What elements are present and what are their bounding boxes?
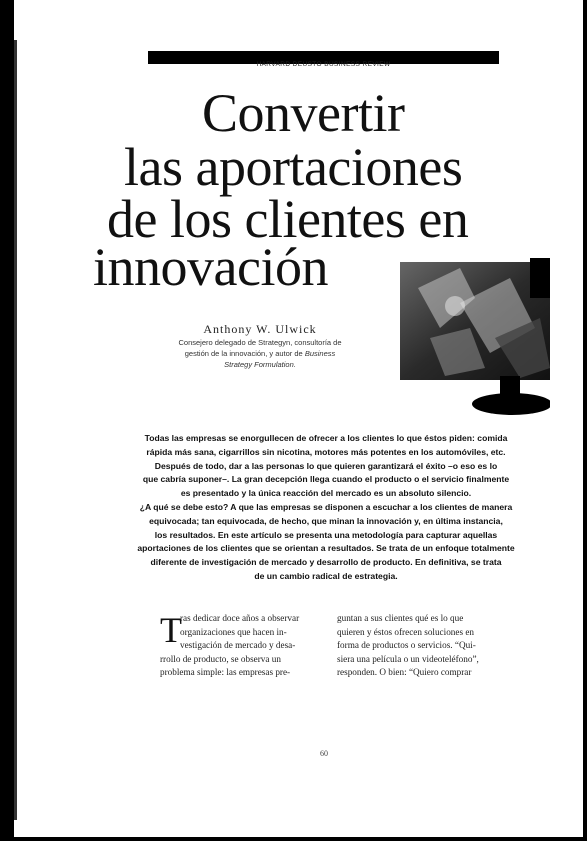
drop-cap: T	[160, 610, 182, 650]
title-line: Convertir	[202, 83, 405, 143]
journal-name: HARVARD DEUSTO BUSINESS REVIEW	[256, 61, 391, 68]
scan-border-bottom	[0, 837, 587, 841]
body-line: problema simple: las empresas pre-	[160, 667, 291, 677]
body-line: responden. O bien: “Quiero comprar	[337, 667, 472, 677]
abstract-line: que cabría suponer–. La gran decepción llega cuando el producto o el servicio finalmente	[142, 474, 510, 485]
body-line: forma de productos o servicios. “Qui-	[337, 640, 476, 650]
scan-border-right	[583, 0, 587, 841]
author-bio-line: gestión de la innovación, y autor de	[184, 349, 303, 358]
body-line: ras dedicar doce años a observar	[180, 613, 300, 623]
abstract-line: aportaciones de los clientes que se orientan a resultados. Se trata de un enfoque totalmente	[137, 543, 515, 554]
body-line: guntan a sus clientes qué es lo que	[337, 613, 464, 623]
body-line: siera una película o un videoteléfono”,	[337, 653, 479, 664]
body-line: rrollo de producto, se observa un	[160, 653, 281, 664]
abstract-line: es presentado y la única reacción del mercado es un absoluto silencio.	[180, 488, 472, 499]
body-line: organizaciones que hacen in-	[180, 626, 287, 637]
title-line: las aportaciones	[124, 137, 463, 197]
author-bio	[155, 337, 365, 370]
abstract-line: equivocada; tan equivocada, de hecho, que minan la innovación y, en última instancia,	[149, 515, 503, 526]
author-book-title: Strategy Formulation.	[224, 360, 296, 369]
article-abstract	[106, 432, 546, 584]
author-book-title: Business	[304, 349, 336, 358]
author-bio-line: Consejero delegado de Strategyn, consultoría de	[178, 338, 342, 347]
body-line: quieren y éstos ofrecen soluciones en	[337, 626, 475, 637]
scan-border-left-inner	[14, 40, 17, 820]
body-column-left	[160, 612, 328, 680]
body-column-right	[337, 612, 500, 680]
abstract-line: Todas las empresas se enorgullecen de ofrecer a los clientes lo que éstos piden: comida	[144, 433, 508, 443]
body-line: vestigación de mercado y desa-	[180, 640, 296, 650]
abstract-line: Después de todo, dar a las personas lo que quieren garantizará el éxito –o eso es lo	[154, 460, 498, 471]
abstract-line: diferente de investigación de mercado y desarrollo de producto. En definitiva, se trata	[150, 557, 502, 568]
abstract-line: de un cambio radical de estrategia.	[254, 570, 398, 581]
author-name: Anthony W. Ulwick	[203, 322, 317, 336]
page-number: 60	[320, 749, 328, 758]
abstract-line: rápida más sana, cigarrillos sin nicotina, motores más potentes en los automóviles, etc.	[146, 446, 506, 457]
scan-border-left	[0, 0, 14, 841]
abstract-line: los resultados. En este artículo se presenta una metodología para capturar aquellas	[154, 529, 498, 540]
abstract-line: ¿A qué se debe esto? A que las empresas se disponen a escuchar a los clientes de manera	[139, 501, 513, 512]
illustration-photo	[400, 258, 550, 416]
title-line: de los clientes en	[107, 189, 469, 249]
title-line: innovación	[93, 237, 328, 297]
